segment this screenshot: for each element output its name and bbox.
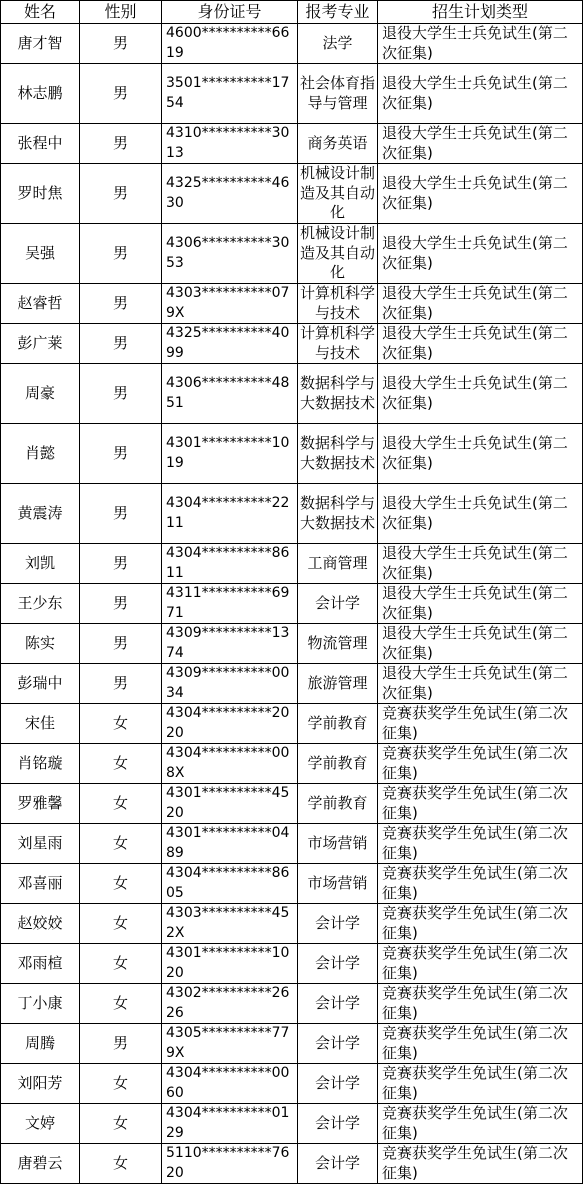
cell-name: 刘凯 [1, 544, 80, 584]
cell-gender: 女 [80, 704, 162, 744]
cell-gender: 男 [80, 544, 162, 584]
cell-name: 赵姣姣 [1, 904, 80, 944]
cell-plan-type: 退役大学生士兵免试生(第二次征集) [378, 424, 583, 484]
cell-plan-type: 竞赛获奖学生免试生(第二次征集) [378, 824, 583, 864]
cell-plan-type: 竞赛获奖学生免试生(第二次征集) [378, 984, 583, 1024]
cell-gender: 女 [80, 904, 162, 944]
cell-name: 文婷 [1, 1104, 80, 1144]
cell-major: 市场营销 [298, 864, 378, 904]
cell-name: 丁小康 [1, 984, 80, 1024]
cell-major: 数据科学与大数据技术 [298, 484, 378, 544]
cell-plan-type: 竞赛获奖学生免试生(第二次征集) [378, 704, 583, 744]
cell-plan-type: 退役大学生士兵免试生(第二次征集) [378, 584, 583, 624]
cell-name: 张程中 [1, 124, 80, 164]
table-row [1, 544, 583, 584]
table-row [1, 984, 583, 1024]
cell-id-number: 4301**********0489 [162, 824, 298, 864]
cell-major: 计算机科学与技术 [298, 324, 378, 364]
cell-id-number: 4304**********8605 [162, 864, 298, 904]
cell-id-number: 4302**********2626 [162, 984, 298, 1024]
cell-plan-type: 竞赛获奖学生免试生(第二次征集) [378, 904, 583, 944]
cell-gender: 女 [80, 1144, 162, 1184]
table-row [1, 784, 583, 824]
cell-plan-type: 竞赛获奖学生免试生(第二次征集) [378, 1104, 583, 1144]
header-id-number: 身份证号 [162, 1, 298, 24]
cell-plan-type: 退役大学生士兵免试生(第二次征集) [378, 324, 583, 364]
table-row [1, 704, 583, 744]
cell-name: 周腾 [1, 1024, 80, 1064]
cell-id-number: 4304**********8611 [162, 544, 298, 584]
table-row [1, 824, 583, 864]
table-row [1, 1144, 583, 1184]
cell-plan-type: 退役大学生士兵免试生(第二次征集) [378, 224, 583, 284]
cell-id-number: 5110**********7620 [162, 1144, 298, 1184]
cell-name: 赵睿哲 [1, 284, 80, 324]
cell-major: 数据科学与大数据技术 [298, 364, 378, 424]
table-row [1, 484, 583, 544]
table-row [1, 324, 583, 364]
cell-id-number: 4301**********4520 [162, 784, 298, 824]
cell-id-number: 3501**********1754 [162, 64, 298, 124]
cell-name: 林志鹏 [1, 64, 80, 124]
header-name: 姓名 [1, 1, 80, 24]
cell-major: 会计学 [298, 944, 378, 984]
cell-plan-type: 退役大学生士兵免试生(第二次征集) [378, 64, 583, 124]
cell-id-number: 4304**********0129 [162, 1104, 298, 1144]
cell-id-number: 4305**********779X [162, 1024, 298, 1064]
table-row [1, 284, 583, 324]
table-row [1, 904, 583, 944]
cell-name: 邓喜丽 [1, 864, 80, 904]
cell-gender: 男 [80, 624, 162, 664]
table-row [1, 1024, 583, 1064]
cell-major: 学前教育 [298, 704, 378, 744]
cell-major: 会计学 [298, 904, 378, 944]
table-row [1, 624, 583, 664]
cell-gender: 男 [80, 664, 162, 704]
cell-id-number: 4301**********1019 [162, 424, 298, 484]
cell-plan-type: 竞赛获奖学生免试生(第二次征集) [378, 1064, 583, 1104]
cell-gender: 男 [80, 64, 162, 124]
cell-gender: 女 [80, 824, 162, 864]
cell-id-number: 4310**********3013 [162, 124, 298, 164]
cell-id-number: 4301**********1020 [162, 944, 298, 984]
table-row [1, 1104, 583, 1144]
cell-id-number: 4303**********452X [162, 904, 298, 944]
cell-id-number: 4304**********2211 [162, 484, 298, 544]
cell-gender: 男 [80, 164, 162, 224]
cell-name: 罗雅馨 [1, 784, 80, 824]
cell-plan-type: 竞赛获奖学生免试生(第二次征集) [378, 1144, 583, 1184]
cell-name: 黄震涛 [1, 484, 80, 544]
table-row [1, 64, 583, 124]
cell-id-number: 4306**********3053 [162, 224, 298, 284]
cell-gender: 男 [80, 1024, 162, 1064]
cell-gender: 男 [80, 584, 162, 624]
cell-major: 会计学 [298, 1144, 378, 1184]
cell-major: 计算机科学与技术 [298, 284, 378, 324]
cell-name: 刘阳芳 [1, 1064, 80, 1104]
cell-plan-type: 竞赛获奖学生免试生(第二次征集) [378, 864, 583, 904]
cell-plan-type: 退役大学生士兵免试生(第二次征集) [378, 664, 583, 704]
table-header-row [1, 1, 583, 24]
table-row [1, 24, 583, 64]
cell-plan-type: 退役大学生士兵免试生(第二次征集) [378, 24, 583, 64]
cell-gender: 女 [80, 1104, 162, 1144]
cell-gender: 女 [80, 784, 162, 824]
cell-major: 会计学 [298, 1024, 378, 1064]
table-row [1, 164, 583, 224]
cell-major: 旅游管理 [298, 664, 378, 704]
cell-gender: 男 [80, 124, 162, 164]
cell-id-number: 4304**********2020 [162, 704, 298, 744]
cell-major: 会计学 [298, 984, 378, 1024]
table-row [1, 364, 583, 424]
cell-plan-type: 竞赛获奖学生免试生(第二次征集) [378, 944, 583, 984]
cell-gender: 男 [80, 324, 162, 364]
cell-name: 彭广莱 [1, 324, 80, 364]
cell-id-number: 4325**********4099 [162, 324, 298, 364]
header-plan-type: 招生计划类型 [378, 1, 583, 24]
cell-major: 会计学 [298, 1104, 378, 1144]
table-row [1, 1064, 583, 1104]
table-row [1, 124, 583, 164]
cell-plan-type: 退役大学生士兵免试生(第二次征集) [378, 484, 583, 544]
cell-gender: 女 [80, 984, 162, 1024]
cell-major: 法学 [298, 24, 378, 64]
cell-major: 社会体育指导与管理 [298, 64, 378, 124]
cell-name: 肖铭璇 [1, 744, 80, 784]
cell-major: 机械设计制造及其自动化 [298, 224, 378, 284]
cell-name: 宋佳 [1, 704, 80, 744]
cell-plan-type: 退役大学生士兵免试生(第二次征集) [378, 544, 583, 584]
cell-major: 机械设计制造及其自动化 [298, 164, 378, 224]
cell-plan-type: 退役大学生士兵免试生(第二次征集) [378, 284, 583, 324]
cell-plan-type: 退役大学生士兵免试生(第二次征集) [378, 164, 583, 224]
cell-major: 数据科学与大数据技术 [298, 424, 378, 484]
table-row [1, 424, 583, 484]
cell-gender: 男 [80, 224, 162, 284]
cell-major: 市场营销 [298, 824, 378, 864]
cell-gender: 女 [80, 944, 162, 984]
cell-plan-type: 退役大学生士兵免试生(第二次征集) [378, 364, 583, 424]
table-row [1, 224, 583, 284]
cell-gender: 女 [80, 744, 162, 784]
cell-plan-type: 竞赛获奖学生免试生(第二次征集) [378, 784, 583, 824]
cell-plan-type: 退役大学生士兵免试生(第二次征集) [378, 624, 583, 664]
cell-name: 周豪 [1, 364, 80, 424]
cell-id-number: 4325**********4630 [162, 164, 298, 224]
cell-name: 邓雨楦 [1, 944, 80, 984]
cell-id-number: 4600**********6619 [162, 24, 298, 64]
table-row [1, 864, 583, 904]
cell-gender: 男 [80, 24, 162, 64]
cell-plan-type: 竞赛获奖学生免试生(第二次征集) [378, 744, 583, 784]
cell-gender: 男 [80, 364, 162, 424]
cell-major: 物流管理 [298, 624, 378, 664]
cell-gender: 男 [80, 284, 162, 324]
cell-major: 学前教育 [298, 744, 378, 784]
cell-name: 陈实 [1, 624, 80, 664]
cell-name: 彭瑞中 [1, 664, 80, 704]
cell-plan-type: 退役大学生士兵免试生(第二次征集) [378, 124, 583, 164]
cell-id-number: 4309**********1374 [162, 624, 298, 664]
cell-major: 商务英语 [298, 124, 378, 164]
cell-plan-type: 竞赛获奖学生免试生(第二次征集) [378, 1024, 583, 1064]
cell-gender: 男 [80, 484, 162, 544]
cell-name: 唐碧云 [1, 1144, 80, 1184]
cell-gender: 女 [80, 1064, 162, 1104]
cell-name: 肖懿 [1, 424, 80, 484]
table-row [1, 584, 583, 624]
cell-name: 吴强 [1, 224, 80, 284]
cell-gender: 女 [80, 864, 162, 904]
cell-major: 工商管理 [298, 544, 378, 584]
header-gender: 性别 [80, 1, 162, 24]
cell-id-number: 4311**********6971 [162, 584, 298, 624]
cell-major: 学前教育 [298, 784, 378, 824]
cell-name: 罗时焦 [1, 164, 80, 224]
cell-gender: 男 [80, 424, 162, 484]
cell-id-number: 4304**********0060 [162, 1064, 298, 1104]
cell-id-number: 4304**********008X [162, 744, 298, 784]
cell-name: 刘星雨 [1, 824, 80, 864]
table-row [1, 744, 583, 784]
table-row [1, 664, 583, 704]
cell-id-number: 4309**********0034 [162, 664, 298, 704]
cell-major: 会计学 [298, 1064, 378, 1104]
cell-major: 会计学 [298, 584, 378, 624]
table-row [1, 944, 583, 984]
header-major: 报考专业 [298, 1, 378, 24]
cell-id-number: 4306**********4851 [162, 364, 298, 424]
cell-name: 王少东 [1, 584, 80, 624]
cell-name: 唐才智 [1, 24, 80, 64]
cell-id-number: 4303**********079X [162, 284, 298, 324]
